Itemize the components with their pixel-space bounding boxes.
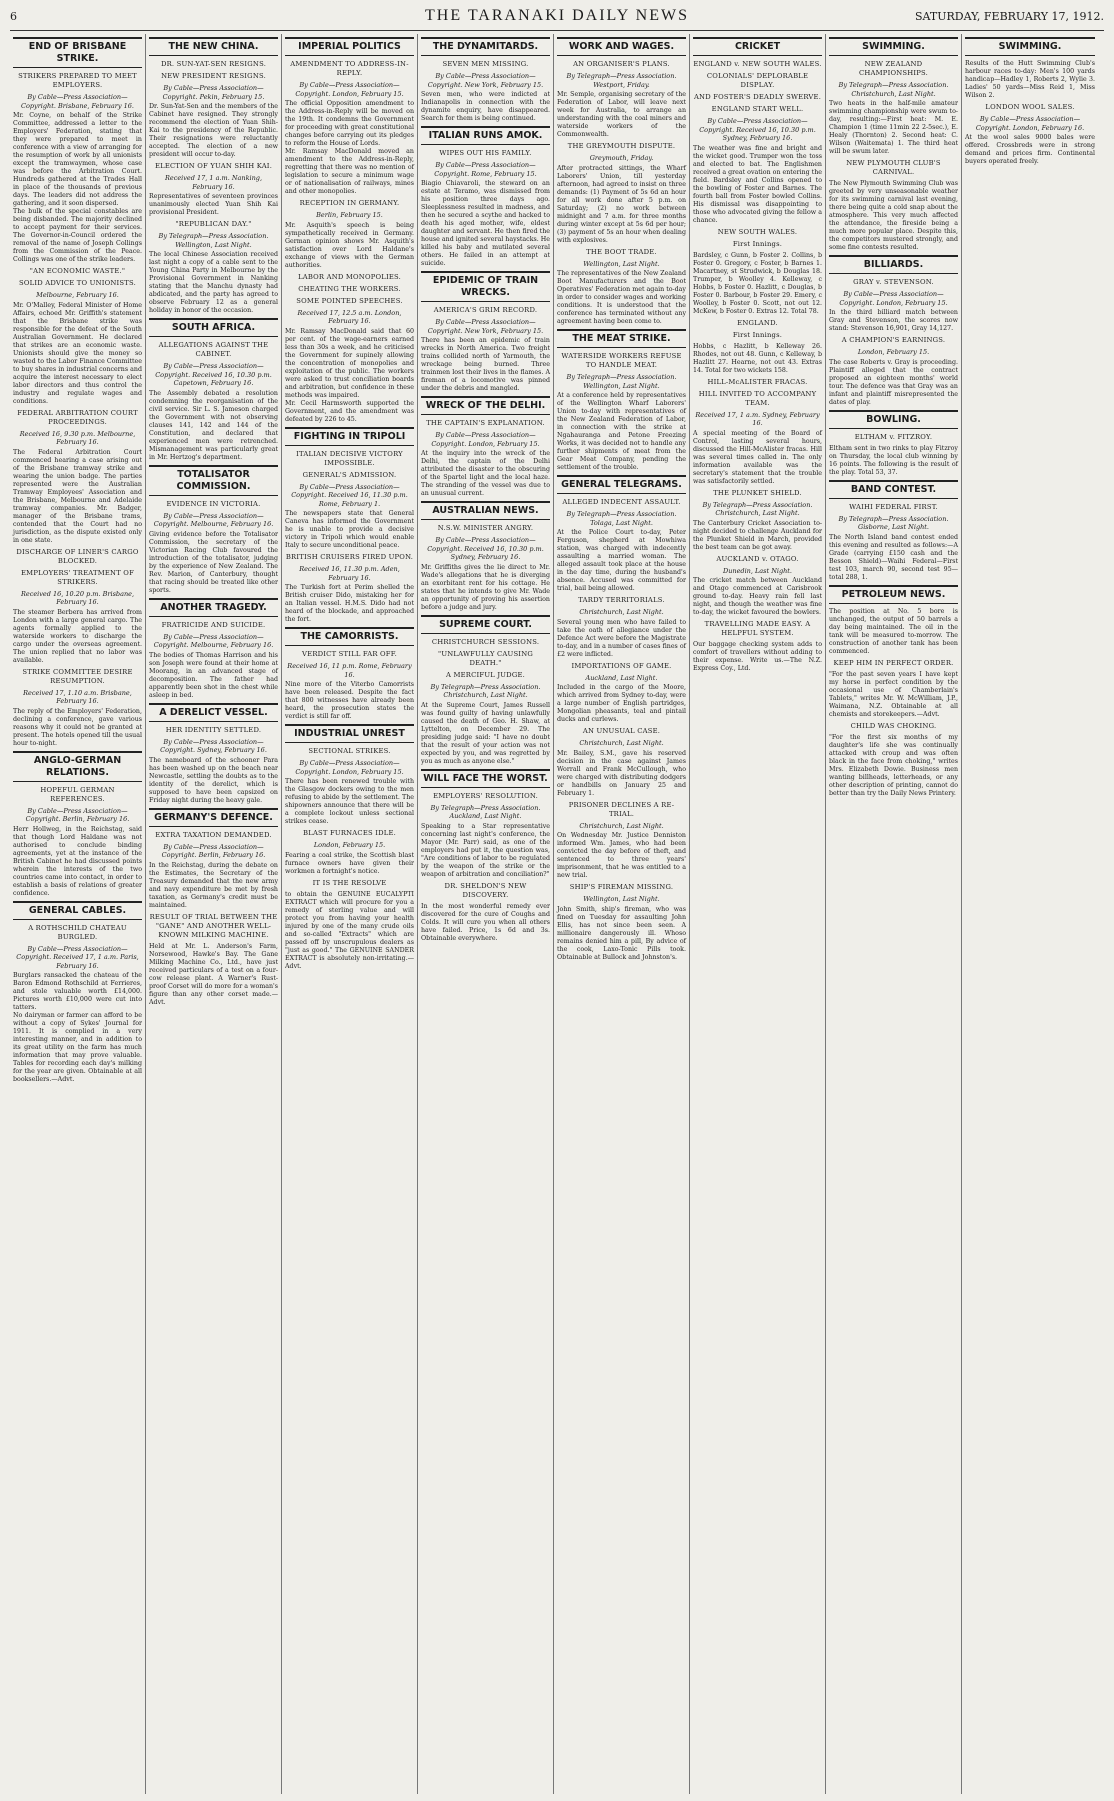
article-subheading: AN UNUSUAL CASE.: [582, 727, 661, 735]
article-paragraph: The representatives of the New Zealand Boot Manufacturers and the Boot Operatives' Federation met again to-day in order to consider wages and working conditions. It is understood that the conference has terminated without any agreement having been come to.: [557, 270, 686, 325]
article-subheading: CHEATING THE WORKERS.: [298, 284, 401, 293]
article-headline: WORK AND WAGES.: [557, 37, 686, 56]
article-paragraph: In the most wonderful remedy ever discovered for the cure of Coughs and Colds. It will cure you when all others have failed. Price, 1s 6d and 3s. Obtainable everywhere.: [421, 902, 550, 942]
article-paragraph: Mr. Griffiths gives the lie direct to Mr. Wade's allegations that he is diverging an exorbitant rent for his cottage. He states that he intends to give Mr. Wade an opportunity of proving his assertion before a judge and jury.: [421, 563, 550, 611]
column-8: [962, 34, 1098, 1794]
article-dateline: Received 16, 10.20 p.m. Brisbane, February 16.: [20, 589, 135, 606]
article-paragraph: Herr Hollweg, in the Reichstag, said that though Lord Haldane was not authorised to conclude binding agreements, yet at the instance of the British Cabinet he had discussed points wherein the interests of the two countries came into contact, in order to establish a basis of relations of greater confidence.: [13, 825, 142, 897]
article-headline: PETROLEUM NEWS.: [829, 585, 958, 604]
article-subheading: KEEP HIM IN PERFECT ORDER.: [833, 658, 954, 667]
article-subheading: GENERAL'S ADMISSION.: [302, 470, 397, 479]
column-4: [418, 34, 554, 1794]
article-subheading: TRAVELLING MADE EASY. A HELPFUL SYSTEM.: [704, 620, 811, 637]
article-subheading: SHIP'S FIREMAN MISSING.: [569, 883, 674, 891]
article-paragraph: Representatives of seventeen provinces unanimously elected Yuan Shih Kai provisional President.: [149, 193, 278, 216]
article-dateline: Melbourne, February 16.: [36, 291, 119, 299]
article-dateline: By Cable—Press Association—Copyright. Received 16, 10.30 p.m. Sydney, February 16.: [427, 536, 544, 561]
article-paragraph: Mr. Asquith's speech is being sympathetically received in Germany. German opinion shows Mr. Asquith's satisfaction over Lord Haldane's exchange of views with the German authorities.: [285, 221, 414, 269]
article-headline: CRICKET: [693, 37, 822, 56]
article-paragraph: Nine more of the Viterbo Camorrists have been released. Despite the fact that 800 witnesses have already been heard, the prosecution states the verdict is still far off.: [285, 681, 414, 720]
article-subheading: SEVEN MEN MISSING.: [442, 60, 529, 68]
article-headline: SWIMMING.: [965, 37, 1095, 56]
article-paragraph: The bodies of Thomas Harrison and his son Joseph were found at their home at Moorang, in an advanced stage of decomposition. The father had apparently been shot in the chest while asleep in bed.: [149, 651, 278, 699]
article-subheading: WIPES OUT HIS FAMILY.: [439, 149, 532, 157]
article-subheading: NEW SOUTH WALES.: [717, 227, 798, 236]
article-subheading: First Innings.: [732, 239, 783, 248]
issue-date: SATURDAY, FEBRUARY 17, 1912.: [914, 10, 1104, 23]
article-paragraph: In the Reichstag, during the debate on the Estimates, the Secretary of the Treasury demanded that the new army and navy expenditure be met by fresh taxation, as Germany's credit must be maintained.: [149, 861, 278, 909]
newspaper-title: THE TARANAKI DAILY NEWS: [425, 7, 689, 24]
article-paragraph: On Wednesday Mr. Justice Denniston informed Wm. James, who had been convicted the day before of theft, and sentenced to three years' imprisonment, that he was entitled to a new trial.: [557, 832, 686, 879]
article-paragraph: The steamer Berbera has arrived from London with a large general cargo. The agents formally applied to the waterside workers to discharge the cargo under the overseas agreement. The union replied that no labor was available.: [13, 608, 142, 664]
article-paragraph: In the third billiard match between Gray and Stevenson, the scores now stand: Stevenson 16,901, Gray 14,127.: [829, 309, 958, 332]
article-dateline: By Cable—Press Association—Copyright. Received 17, 1 a.m. Paris, February 16.: [16, 944, 139, 970]
article-paragraph: The Federal Arbitration Court commenced hearing a case arising out of the Brisbane tramway strike and wearing the union badge. The parties represented were the Australian Tramway Employees' Association and the Brisbane, Melbourne and Adelaide tramway companies. Mr. Badger, manager of the Brisbane trams, contended that the Court had no jurisdiction, as the dispute existed only in one state.: [13, 448, 142, 544]
column-grid: [10, 34, 1104, 1794]
article-subheading: "UNLAWFULLY CAUSING DEATH.": [438, 649, 533, 667]
column-7: [826, 34, 962, 1794]
article-subheading: PRISONER DECLINES A RE-TRIAL.: [568, 800, 675, 818]
article-paragraph: Results of the Hutt Swimming Club's harbour races to-day: Men's 100 yards handicap—Hadley 1, Roberts 2, Wylie 3. Ladies' 50 yards—Miss Reid 1, Miss Wilson 2.: [965, 60, 1095, 99]
article-paragraph: Mr. Semple, organising secretary of the Federation of Labor, will leave next week for Australia, to arrange an understanding with the coal miners and waterside workers of the Commonwealth.: [557, 91, 686, 138]
masthead: [10, 4, 1104, 31]
column-2: [146, 34, 282, 1794]
article-paragraph: "For the first six months of my daughter's life she was continually attacked with croup and was often black in the face from choking," writes Mrs. Elizabeth Dowie. Business men wanting billheads, letterheads, or any other description of printing, cannot do better than try the Daily News Printery.: [829, 733, 958, 797]
article-dateline: By Cable—Press Association—Copyright. Sydney, February 16.: [160, 737, 267, 754]
article-headline: ITALIAN RUNS AMOK.: [421, 126, 550, 145]
article-subheading: FEDERAL ARBITRATION COURT PROCEEDINGS.: [17, 408, 138, 426]
article-subheading: NEW PRESIDENT RESIGNS.: [161, 72, 266, 80]
article-subheading: WAIHI FEDERAL FIRST.: [849, 502, 938, 511]
article-paragraph: The case Roberts v. Gray is proceeding. Plaintiff alleged that the contract proposed an eighteen months' world tour. The defence was that Gray was an infant and plaintiff misrepresented the dates of play.: [829, 358, 958, 406]
article-dateline: By Cable—Press Association—Copyright. Rome, February 15.: [434, 161, 537, 178]
article-dateline: Christchurch, Last Night.: [579, 739, 664, 747]
article-dateline: By Cable—Press Association—Copyright. New York, February 15.: [427, 72, 544, 89]
article-paragraph: There has been renewed trouble with the Glasgow dockers owing to the men refusing to abide by the settlement. The shipowners announce that there will be a complete lockout unless sectional strikes cease.: [285, 778, 414, 825]
article-paragraph: Dr. Sun-Yat-Sen and the members of the Cabinet have resigned. They strongly recommend the election of Yuan Shih-Kai to the presidency of the Republic. Their resignations were reluctantly accepted. The election of a new president will occur to-day.: [149, 103, 278, 158]
article-paragraph: Fearing a coal strike, the Scottish blast furnace owners have given their workmen a fortnight's notice.: [285, 851, 414, 875]
article-paragraph: Eltham sent in two rinks to play Fitzroy on Thursday, the local club winning by 16 points. The following is the result of the play. Total 53, 37.: [829, 444, 958, 476]
article-subheading: "AN ECONOMIC WASTE.": [29, 267, 126, 275]
article-headline: INDUSTRIAL UNREST: [285, 724, 414, 743]
article-subheading: AMERICA'S GRIM RECORD.: [433, 306, 538, 314]
article-dateline: By Cable—Press Association—Copyright. Received 16, 10.30 p.m. Capetown, February 16.: [155, 362, 272, 387]
column-6: [690, 34, 826, 1794]
article-paragraph: Burglars ransacked the chateau of the Baron Edmond Rothschild at Ferrieres, and stole valuable worth £14,000. Pictures worth £10,000 were cut into tatters.: [13, 972, 142, 1011]
article-dateline: Auckland, Last Night.: [585, 673, 658, 682]
article-dateline: By Cable—Press Association—Copyright. London, February 15.: [295, 81, 404, 98]
article-dateline: Wellington, Last Night.: [583, 895, 660, 903]
article-dateline: Greymouth, Friday.: [589, 154, 654, 162]
article-subheading: AN ORGANISER'S PLANS.: [573, 60, 670, 68]
article-subheading: NEW ZEALAND CHAMPIONSHIPS.: [859, 60, 928, 77]
article-subheading: NEW PLYMOUTH CLUB'S CARNIVAL.: [846, 159, 941, 176]
article-paragraph: There has been an epidemic of train wrecks in North America. Two freight trains collided north of Yarmouth, the wreckage being burned. Three trainmen lost their lives in the flames. A fireman of a locomotive was pinned under the debris and mangled.: [421, 337, 550, 392]
article-paragraph: The nameboard of the schooner Para has been washed up on the beach near Newcastle, settling the doubts as to the identity of the derelict, which is supposed to have been capsized on Friday night during the heavy gale.: [149, 756, 278, 804]
article-dateline: By Cable—Press Association—Copyright. London, February 15.: [431, 431, 540, 448]
article-subheading: DR. SHELDON'S NEW DISCOVERY.: [444, 881, 527, 899]
article-subheading: HILL INVITED TO ACCOMPANY TEAM.: [698, 389, 817, 407]
article-subheading: EMPLOYERS' TREATMENT OF STRIKERS.: [21, 568, 134, 586]
article-paragraph: At a conference held by representatives of the Wellington Wharf Laborers' Union to-day with representatives of the New Zealand Federation of Labor, in connection with the strike at Ngahauranga and Petone Freezing Works, it was decided not to handle any further shipments of meat from the Gear Meat Company, pending the settlement of the trouble.: [557, 392, 686, 471]
article-subheading: WATERSIDE WORKERS REFUSE TO HANDLE MEAT.: [561, 352, 682, 369]
article-subheading: THE GREYMOUTH DISPUTE.: [567, 142, 676, 150]
article-dateline: By Cable—Press Association—Copyright. Received 16, 10.30 p.m. Sydney, February 16.: [699, 117, 816, 142]
article-subheading: ELTHAM v. FITZROY.: [854, 432, 933, 441]
article-headline: THE NEW CHINA.: [149, 37, 278, 56]
article-paragraph: Several young men who have failed to take the oath of allegiance under the Defence Act were before the Magistrate to-day, and in a number of cases fines of £2 were inflicted.: [557, 618, 686, 658]
article-subheading: CHILD WAS CHOKING.: [850, 721, 937, 730]
article-paragraph: The weather was fine and bright and the wicket good. Trumper won the toss and elected to bat. The Englishmen received a great ovation on entering the field. Bardsley and Collins opened to the bowling of Foster and Barnes. The fourth ball from Foster bowled Collins. His dismissal was disappointing to those who advocated giving the fellow a chance.: [693, 144, 822, 224]
article-dateline: Christchurch, Last Night.: [579, 821, 664, 830]
article-paragraph: At the Police Court to-day, Peter Ferguson, shepherd at Mowhiwa station, was charged with indecently assaulting a married woman. The alleged assault took place at the house in the day time, during the husband's absence. Accused was committed for trial, bail being allowed.: [557, 529, 686, 592]
article-subheading: First Innings.: [732, 330, 783, 339]
article-dateline: By Cable—Press Association—Copyright. New York, February 15.: [427, 318, 544, 335]
article-subheading: SOME POINTED SPEECHES.: [296, 296, 403, 305]
article-paragraph: Mr. Cecil Harmsworth supported the Government, and the amendment was defeated by 226 to 45.: [285, 399, 414, 423]
article-subheading: ENGLAND.: [737, 318, 778, 327]
article-dateline: London, February 15.: [313, 841, 386, 849]
article-subheading: AUCKLAND v. OTAGO.: [716, 554, 799, 563]
page-number: 6: [10, 10, 17, 23]
article-paragraph: At the Supreme Court, James Russell was found guilty of having unlawfully caused the death of Geo. H. Shaw, at Lyttelton, on December 29. The presiding judge said: "I have no doubt that the result of your action was not expected by you, and was regretted by you as much as anyone else.": [421, 701, 550, 765]
article-paragraph: Mr. Ramsay MacDonald said that 60 per cent. of the wage-earners earned less than 30s a week, and he criticised the Government for supinely allowing the concentration of monopolies and exploitation of the public. The workers were asked to trust conciliation boards and arbitration, but confidence in these methods was impaired.: [285, 327, 414, 399]
article-dateline: Berlin, February 15.: [316, 211, 383, 219]
article-paragraph: Two heats in the half-mile amateur swimming championship were swum to-day, resulting:—First heat: M. E. Champion 1 (time 11min 22 2-5sec.), E. Healy (Thornton) 2. Second heat: C. Wilson (Waitemata) 1. The third heat will be swum later.: [829, 100, 958, 155]
article-dateline: London, February 15.: [857, 348, 930, 356]
article-subheading: VERDICT STILL FAR OFF.: [302, 650, 397, 658]
article-dateline: Christchurch, Last Night.: [579, 608, 664, 616]
article-dateline: By Telegraph—Press Association. Gisborne, Last Night.: [838, 514, 949, 531]
article-paragraph: The Assembly debated a resolution condemning the reorganisation of the civil service. Sir L. S. Jameson charged the Government with not observing clauses 141, 142 and 144 of the Constitution, and declared that experienced men were retrenched. Mismanagement was particularly great in Mr. Hertzog's department.: [149, 389, 278, 461]
article-paragraph: Mr. Coyne, on behalf of the Strike Committee, addressed a letter to the Employers' Federation, stating that they were prepared to meet in conference with a view of arranging for the resumption of work by all unionists except the tramwaymen, whose case was before the Arbitration Court. Hundreds gathered at the Trades Hall in place of the thousands of previous days. The leaders did not address the gathering, and it soon dispersed.: [13, 112, 142, 207]
article-subheading: ALLEGED INDECENT ASSAULT.: [562, 498, 681, 506]
article-headline: TOTALISATOR COMMISSION.: [149, 465, 278, 496]
article-paragraph: The official Opposition amendment to the Address-in-Reply will be moved on the 19th. It condemns the Government for proceeding with great constitutional changes before carrying out its pledges to reform the House of Lords.: [285, 100, 414, 147]
article-headline: FIGHTING IN TRIPOLI: [285, 427, 414, 446]
article-subheading: STRIKE COMMITTEE DESIRE RESUMPTION.: [22, 667, 133, 685]
column-3: [282, 34, 418, 1794]
article-paragraph: Mr. O'Malley, Federal Minister of Home Affairs, echoed Mr. Griffith's statement that the Brisbane strike was responsible for the defeat of the South Australian Government. He declared that strikes are an economic waste. Unionists should give the money so wasted to the Labor Finance Committee to buy shares in industrial concerns and acquire the interest necessary to elect labor directors and thus control the industry and regulate wages and conditions.: [13, 301, 142, 405]
article-headline: THE MEAT STRIKE.: [557, 329, 686, 348]
article-subheading: DR. SUN-YAT-SEN RESIGNS.: [160, 60, 267, 68]
article-dateline: Received 17, 1.10 a.m. Brisbane, February 16.: [23, 688, 132, 705]
article-paragraph: Biagio Chiavaroli, the steward on an estate at Teramo, was dismissed from his position three days ago. Sleeplessness resulted in madness, and then he secured a scythe and hacked to death his aged mother, wife, eldest daughter and servant. He then fired the house and ignited several haystacks. He killed his baby and mutilated several others. He failed in an attempt at suicide.: [421, 180, 550, 267]
article-paragraph: John Smith, ship's fireman, who was fined on Tuesday for assaulting John Ellis, has not since been seen. A millionaire dangerously ill. Whoso remains denied him a pill, By advice of the cook, Laxo-Tonic Pills took. Obtainable at Bullock and Johnston's.: [557, 905, 686, 961]
article-dateline: Received 17, 1 a.m. Sydney, February 16.: [695, 410, 820, 427]
article-paragraph: No dairyman or farmer can afford to be without a copy of Sykes' Journal for 1911. It is complied in a very interesting manner, and in addition to its great utility on the farm has much information that may prove valuable. Tables for recording each day's milking for the year are given. Obtainable at all booksellers.—Advt.: [13, 1012, 142, 1083]
article-paragraph: Speaking to a Star representative concerning last night's conference, the Mayor (Mr. Parr) said, as one of the employers had put it, the question was, "Are conditions of labor to be regulated by the weapon of the strike or the weapon of arbitration and conciliation?": [421, 822, 550, 878]
article-subheading: AMENDMENT TO ADDRESS-IN-REPLY.: [290, 60, 409, 77]
article-subheading: BRITISH CRUISERS FIRED UPON.: [285, 553, 414, 561]
article-subheading: CHRISTCHURCH SESSIONS.: [431, 637, 540, 646]
article-paragraph: Bardsley, c Gunn, b Foster 2. Collins, b Foster 0. Gregory, c Foster, b Barnes 1. Macartney, st Strudwick, b Douglas 18. Trumper, b Woolley 4. Kelleway, c Hobbs, b Foster 0. Hazlitt, c Douglas, b Foster 0. Barbour, b Foster 29. Emery, c Woolley, b Foster 0. Scott, not out 12. McKew, b Foster 0. Extras 12. Total 78.: [693, 251, 822, 315]
article-paragraph: The reply of the Employers' Federation, declining a conference, gave various reasons why it could not be granted at present. The hotels opened till the usual hour to-night.: [13, 707, 143, 747]
article-paragraph: After protracted sittings, the Wharf Laborers' Union, till yesterday afternoon, had agreed to insist on three demands: (1) Payment of 5s 6d an hour for all work done after 5 p.m. on Saturday; (2) no work between midnight and 7 a.m. for three months during winter except at 5s 6d per hour; (3) payment of 5s an hour when dealing with explosives.: [557, 164, 686, 244]
article-dateline: By Telegraph—Press Association. Wellington, Last Night.: [158, 232, 269, 249]
article-paragraph: Held at Mr. L. Anderson's Farm, Norsewood, Hawke's Bay. The Gane Milking Machine Co., Ltd., have just received particulars of a test on a four-cow release plant. A Warner's Rust-proof Corset will do more for a woman's figure than any other corset made.—Advt.: [149, 942, 278, 1006]
article-headline: SUPREME COURT.: [421, 615, 550, 634]
article-subheading: A MERCIFUL JUDGE.: [446, 670, 525, 679]
article-subheading: HOPEFUL GERMAN REFERENCES.: [40, 785, 115, 803]
article-headline: THE CAMORRISTS.: [285, 627, 414, 646]
article-headline: BOWLING.: [829, 410, 958, 429]
article-subheading: EXTRA TAXATION DEMANDED.: [155, 830, 272, 839]
article-subheading: GRAY v. STEVENSON.: [853, 278, 934, 286]
article-headline: WRECK OF THE DELHI.: [421, 396, 550, 415]
article-paragraph: Mr. Bailey, S.M., gave his reserved decision in the case against James Worrall and Frank McCullough, who were charged with distributing dodgers or handbills on January 25 and February 1.: [557, 749, 686, 797]
article-subheading: ELECTION OF YUAN SHIH KAI.: [154, 162, 273, 170]
article-dateline: Wellington, Last Night.: [583, 259, 660, 268]
article-dateline: By Cable—Press Association—Copyright. Berlin, February 16.: [161, 842, 266, 859]
article-headline: BAND CONTEST.: [829, 480, 958, 499]
article-headline: BILLIARDS.: [829, 255, 958, 274]
article-subheading: SECTIONAL STRIKES.: [308, 747, 391, 755]
article-paragraph: Included in the cargo of the Moore, which arrived from Sydney to-day, were a large number of English partridges, Mongolian pheasants, teal and pintail ducks and curlews.: [557, 684, 686, 723]
article-subheading: EVIDENCE IN VICTORIA.: [166, 499, 261, 508]
article-subheading: HILL-McALISTER FRACAS.: [707, 377, 808, 386]
article-subheading: SOLID ADVICE TO UNIONISTS.: [19, 279, 136, 287]
article-subheading: FRATRICIDE AND SUICIDE.: [161, 620, 266, 629]
column-1: [10, 34, 146, 1794]
article-paragraph: The local Chinese Association received last night a copy of a cable sent to the Young China Party in Melbourne by the Provisional Government in Nanking stating that the Manchu dynasty had abdicated, and the party has agreed to observe February 12 as a general holiday in honor of the occasion.: [149, 251, 278, 314]
article-dateline: By Cable—Press Association—Copyright. London, February 15.: [295, 759, 404, 776]
article-paragraph: At the inquiry into the wreck of the Delhi, the captain of the Delhi attributed the disaster to the obscuring of the Spartel light and the local haze. The stranding of the vessel was due to an unusual current.: [421, 450, 550, 497]
article-paragraph: Our baggage checking system adds to comfort of travellers without adding to their expense. Write us.—The N.Z. Express Coy., Ltd.: [693, 641, 822, 672]
article-subheading: RECEPTION IN GERMANY.: [299, 199, 400, 207]
article-paragraph: to obtain the GENUINE EUCALYPTI EXTRACT which will procure for you a remedy of sterling value and will protect you from having your health injured by one of the many crude oils and so-called "Extracts" which are passed off by unscrupulous dealers as "just as good." The GENUINE SANDER EXTRACT is absolutely non-irritating.—Advt.: [285, 890, 414, 970]
article-subheading: N.S.W. MINISTER ANGRY.: [437, 524, 534, 532]
article-subheading: HER IDENTITY SETTLED.: [165, 725, 262, 734]
article-subheading: THE CAPTAIN'S EXPLANATION.: [426, 419, 545, 427]
article-paragraph: The New Plymouth Swimming Club was greeted by very unseasonable weather for its swimming carnival last evening, there being quite a cold snap about the atmosphere. This very much affected the attendance, the fireside being a much more popular place. Despite this, the competitors mustered strongly, and some fine contests resulted.: [829, 180, 958, 251]
article-headline: SOUTH AFRICA.: [149, 318, 278, 337]
article-dateline: Received 16, 11 p.m. Rome, February 16.: [287, 662, 412, 679]
article-headline: GERMANY'S DEFENCE.: [149, 808, 278, 827]
article-dateline: By Telegraph—Press Association. Christchurch, Last Night.: [702, 500, 813, 517]
article-dateline: By Telegraph—Press Association. Christchurch, Last Night.: [430, 682, 541, 699]
article-headline: EPIDEMIC OF TRAIN WRECKS.: [421, 271, 550, 302]
article-dateline: Received 17, 12.5 a.m. London, February 16.: [297, 308, 402, 325]
article-dateline: By Telegraph—Press Association. Tolaga, Last Night.: [566, 510, 677, 527]
article-dateline: By Cable—Press Association—Copyright. Brisbane, February 16.: [20, 93, 134, 110]
article-subheading: "REPUBLICAN DAY.": [175, 220, 252, 228]
article-subheading: RESULT OF TRIAL BETWEEN THE "GANE" AND ANOTHER WELL-KNOWN MILKING MACHINE.: [149, 912, 278, 939]
article-dateline: By Telegraph—Press Association. Auckland, Last Night.: [430, 803, 541, 820]
article-subheading: THE BOOT TRADE.: [586, 247, 657, 256]
article-paragraph: The North Island band contest ended this evening and resulted as follows:—A Grade (carrying £150 cash and the Besson Shield)—Waihi Federal—First test 103, march 90, second test 95—total 288, 1.: [829, 533, 958, 581]
article-subheading: LABOR AND MONOPOLIES.: [298, 272, 401, 281]
article-headline: ANOTHER TRAGEDY.: [149, 598, 278, 617]
article-headline: ANGLO-GERMAN RELATIONS.: [13, 751, 142, 782]
article-paragraph: Giving evidence before the Totalisator Commission, the secretary of the Victorian Racing Club favoured the introduction of the totalisator, judging by the experience of New Zealand. The Rev. Marion, of Canterbury, thought that racing should be treated like other sports.: [149, 530, 278, 594]
article-headline: SWIMMING.: [829, 37, 958, 56]
article-paragraph: "For the past seven years I have kept my horse in perfect condition by the occasional use of Chamberlain's Tablets," writes Mr. W. McWilliam, J.P., Waimana, N.Z. Obtainable at all chemists and storekeepers.—Advt.: [829, 670, 958, 718]
article-paragraph: At the wool sales 9000 bales were offered. Crossbreds were in strong demand and prices firm. Continental buyers operated freely.: [965, 134, 1095, 165]
article-subheading: IMPORTATIONS OF GAME.: [571, 661, 672, 670]
article-dateline: Received 16, 9.30 p.m. Melbourne, February 16.: [19, 429, 136, 446]
article-paragraph: Hobbs, c Hazlitt, b Kelleway 26. Rhodes, not out 48. Gunn, c Kelleway, b Hazlitt 27. Hearne, not out 43. Extras 14. Total for two wickets 158.: [693, 342, 822, 374]
article-paragraph: The bulk of the special constables are being disbanded. The majority declined to accept payment for their services. The Governor-in-Council ordered the removal of the name of Joseph Collings from the Commission of the Peace. Collings was one of the strike leaders.: [13, 208, 142, 263]
article-subheading: THE PLUNKET SHIELD.: [713, 488, 802, 497]
article-dateline: By Cable—Press Association—Copyright. London, February 16.: [975, 115, 1085, 132]
article-subheading: TARDY TERRITORIALS.: [578, 596, 665, 604]
article-subheading: LONDON WOOL SALES.: [985, 103, 1075, 111]
article-subheading: ENGLAND START WELL.: [711, 105, 804, 113]
article-paragraph: The position at No. 5 bore is unchanged, the output of 50 barrels a day being maintained. The oil in the tank will be measured to-morrow. The construction of another tank has been commenced.: [829, 607, 958, 655]
article-paragraph: Mr. Ramsay MacDonald moved an amendment to the Address-in-Reply, regretting that there was no mention of legislation to secure a minimum wage or of nationalisation of railways, mines and other monopolies.: [285, 148, 414, 195]
article-subheading: COLONIALS' DEPLORABLE DISPLAY.: [706, 72, 809, 89]
article-subheading: ALLEGATIONS AGAINST THE CABINET.: [158, 341, 269, 358]
article-headline: GENERAL TELEGRAMS.: [557, 475, 686, 494]
article-dateline: By Telegraph—Press Association. Westport, Friday.: [566, 72, 677, 89]
article-subheading: AND FOSTER'S DEADLY SWERVE.: [693, 93, 822, 101]
article-subheading: STRIKERS PREPARED TO MEET EMPLOYERS.: [18, 72, 137, 89]
article-subheading: BLAST FURNACES IDLE.: [303, 829, 396, 837]
article-paragraph: A special meeting of the Board of Control, lasting several hours, discussed the Hill-McAlister fracas. Hill was several times called in. The only information available was the secretary's statement that the trouble was satisfactorily settled.: [693, 429, 822, 485]
article-paragraph: The cricket match between Auckland and Otago commenced at Carisbrook ground to-day. Heavy rain fell last night, and though the weather was fine to-day, the wicket favoured the bowlers.: [693, 577, 822, 616]
article-paragraph: The Turkish fort at Perim shelled the British cruiser Dido, mistaking her for an Italian vessel. H.M.S. Dido had not heard of the blockade, and approached the fort.: [285, 584, 414, 623]
article-headline: GENERAL CABLES.: [13, 901, 142, 920]
column-5: [554, 34, 690, 1794]
article-headline: AUSTRALIAN NEWS.: [421, 501, 550, 520]
article-headline: A DERELICT VESSEL.: [149, 703, 278, 722]
article-dateline: By Cable—Press Association—Copyright. Berlin, February 16.: [25, 806, 130, 823]
article-dateline: By Telegraph—Press Association. Wellington, Last Night.: [566, 373, 677, 390]
article-headline: THE DYNAMITARDS.: [421, 37, 550, 56]
article-dateline: By Cable—Press Association—Copyright. Received 16, 11.30 p.m. Rome, February 1.: [291, 482, 408, 508]
article-subheading: EMPLOYERS' RESOLUTION.: [433, 791, 538, 800]
article-headline: IMPERIAL POLITICS: [285, 37, 414, 56]
article-dateline: By Cable—Press Association—Copyright. London, February 15.: [839, 290, 948, 307]
article-subheading: A CHAMPION'S EARNINGS.: [841, 336, 946, 344]
article-subheading: DISCHARGE OF LINER'S CARGO BLOCKED.: [16, 547, 139, 565]
article-paragraph: Seven men, who were indicted at Indianapolis in connection with the dynamite enquiry, have disappeared. Search for them is being continued.: [421, 91, 550, 122]
article-subheading: ENGLAND v. NEW SOUTH WALES.: [693, 60, 822, 68]
article-dateline: By Telegraph—Press Association. Christchurch, Last Night.: [838, 81, 949, 98]
article-dateline: Received 16, 11.30 p.m. Aden, February 16.: [299, 565, 400, 582]
article-dateline: Dunedin, Last Night.: [723, 566, 792, 575]
article-subheading: ITALIAN DECISIVE VICTORY IMPOSSIBLE.: [296, 449, 403, 467]
article-dateline: By Cable—Press Association—Copyright. Melbourne, February 16.: [153, 511, 274, 528]
article-headline: END OF BRISBANE STRIKE.: [13, 37, 142, 68]
article-paragraph: The newspapers state that General Caneva has informed the Government he is unable to provide a decisive victory in Tripoli which would enable Italy to secure unconditional peace.: [285, 510, 414, 549]
article-subheading: A ROTHSCHILD CHATEAU BURGLED.: [28, 923, 127, 941]
article-paragraph: The Canterbury Cricket Association to-night decided to challenge Auckland for the Plunket Shield in March, provided the best team can be got away.: [693, 519, 822, 551]
article-dateline: By Cable—Press Association—Copyright. Melbourne, February 16.: [153, 632, 274, 649]
article-dateline: By Cable—Press Association—Copyright. Pekin, February 15.: [162, 84, 265, 101]
article-dateline: Received 17, 1 a.m. Nanking, February 16.: [164, 174, 263, 191]
article-headline: WILL FACE THE WORST.: [421, 769, 550, 788]
article-subheading: IT IS THE RESOLVE: [312, 878, 387, 887]
